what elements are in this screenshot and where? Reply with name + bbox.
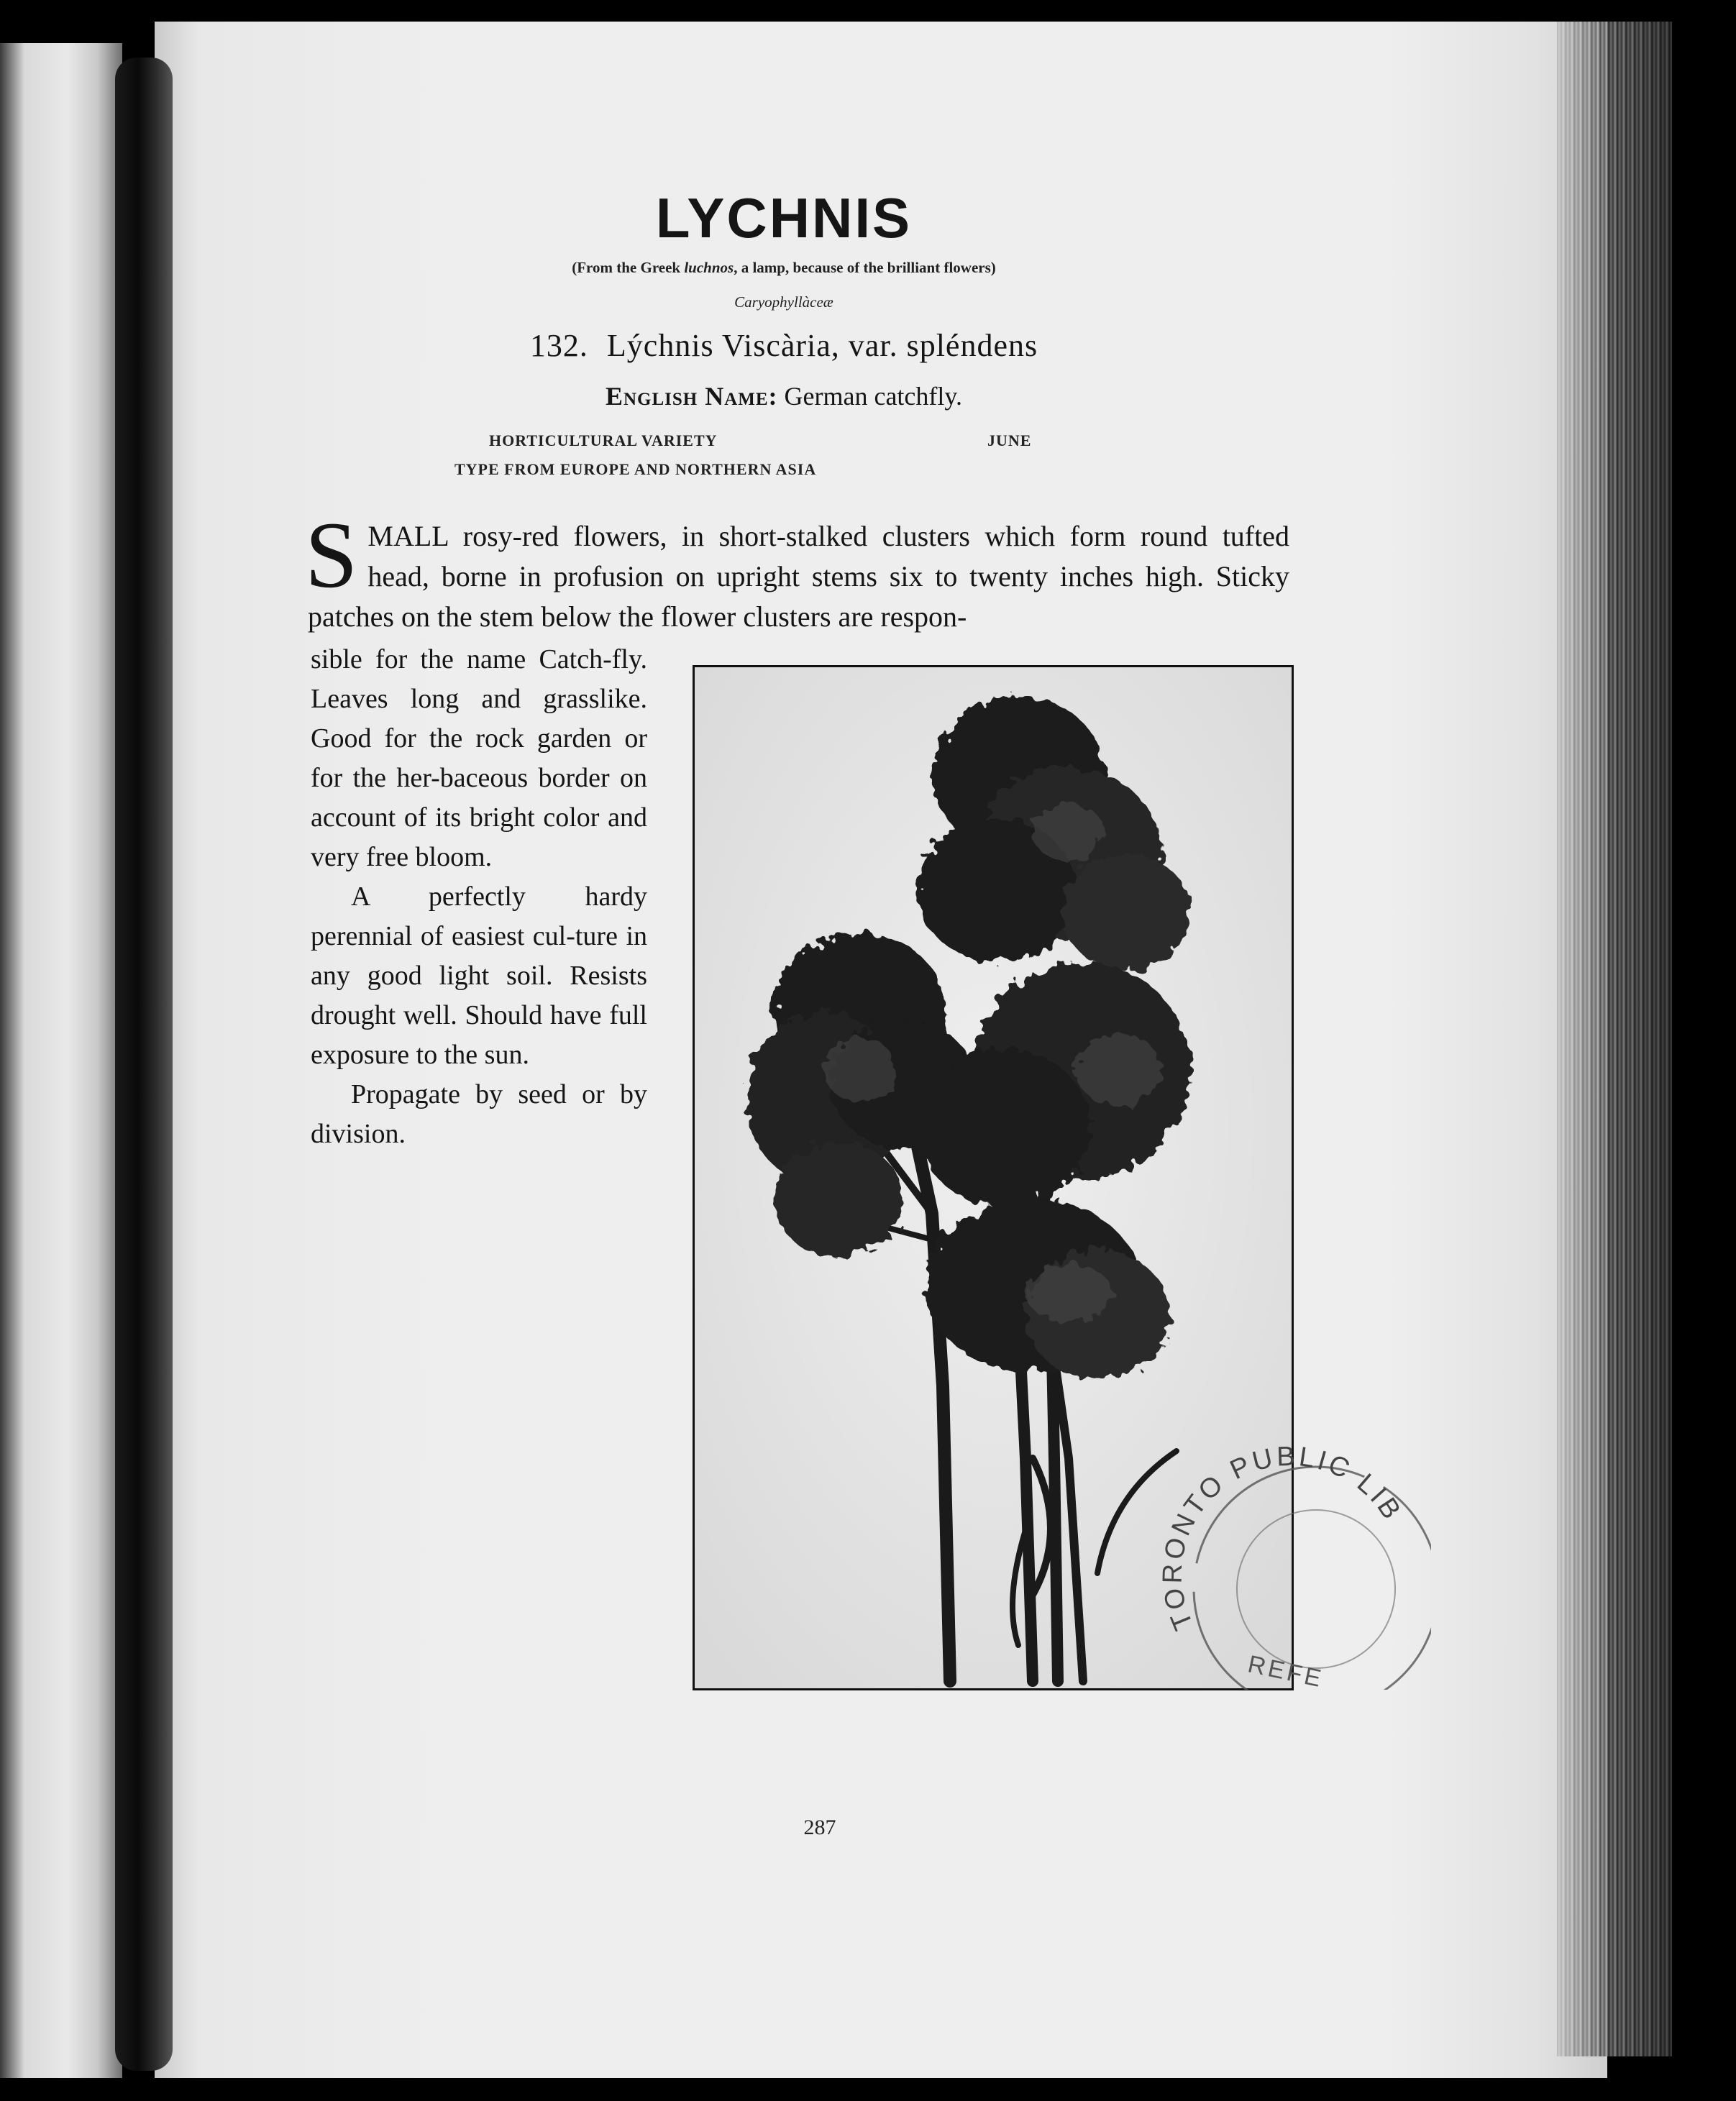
english-name-line	[155, 381, 1413, 411]
description-paragraph-3: Propagate by seed or by division.	[311, 1079, 647, 1149]
plant-family: Caryophyllàceæ	[734, 293, 833, 311]
left-page-edge	[0, 43, 122, 2078]
species-number: 132.	[529, 328, 588, 363]
species-heading	[155, 327, 1413, 364]
description-paragraph-1: sible for the name Catch-fly. Leaves long and grasslike. Good for the rock garden or for the her-baceous border on account of its bright color and very free bloom.	[311, 644, 647, 872]
description-paragraph-2: A perfectly hardy perennial of easiest cul-ture in any good light soil. Resists drought well. Should have full exposure to the sun.	[311, 882, 647, 1070]
library-stamp	[1151, 1445, 1431, 1690]
etymology-note	[155, 259, 1413, 277]
description-side-column	[311, 640, 647, 1154]
bloom-month: JUNE	[987, 431, 1032, 449]
english-name-value: German catchfly.	[784, 382, 963, 411]
library-stamp-circle	[1151, 1445, 1431, 1690]
etymology-before: (From the Greek	[572, 259, 685, 276]
variety-note: HORTICULTURAL VARIETY	[489, 431, 718, 449]
page-fore-edge-shade	[1557, 22, 1672, 2056]
page-number: 287	[803, 1816, 836, 1839]
description-paragraph-top	[305, 502, 1289, 637]
etymology-after: , a lamp, because of the brilliant flowers)	[734, 259, 996, 276]
stamp-text: TORONTO PUBLIC LIB	[1157, 1445, 1408, 1634]
stamp-subtext: REFE	[1245, 1650, 1327, 1690]
english-name-label: English Name:	[605, 382, 778, 411]
description-top-text: MALL rosy-red flowers, in short-stalked clusters which form round tufted head, borne in profusion on upright stems six to twenty inches high. Sticky patches on the stem below the flower clusters are respon-	[308, 520, 1289, 633]
drop-cap: S	[305, 502, 358, 608]
page-title: LYCHNIS	[655, 186, 913, 250]
type-origin-note: TYPE FROM EUROPE AND NORTHERN ASIA	[454, 460, 817, 478]
species-name: Lýchnis Viscària, var. spléndens	[606, 328, 1038, 363]
etymology-greek-word: luchnos	[684, 259, 734, 276]
